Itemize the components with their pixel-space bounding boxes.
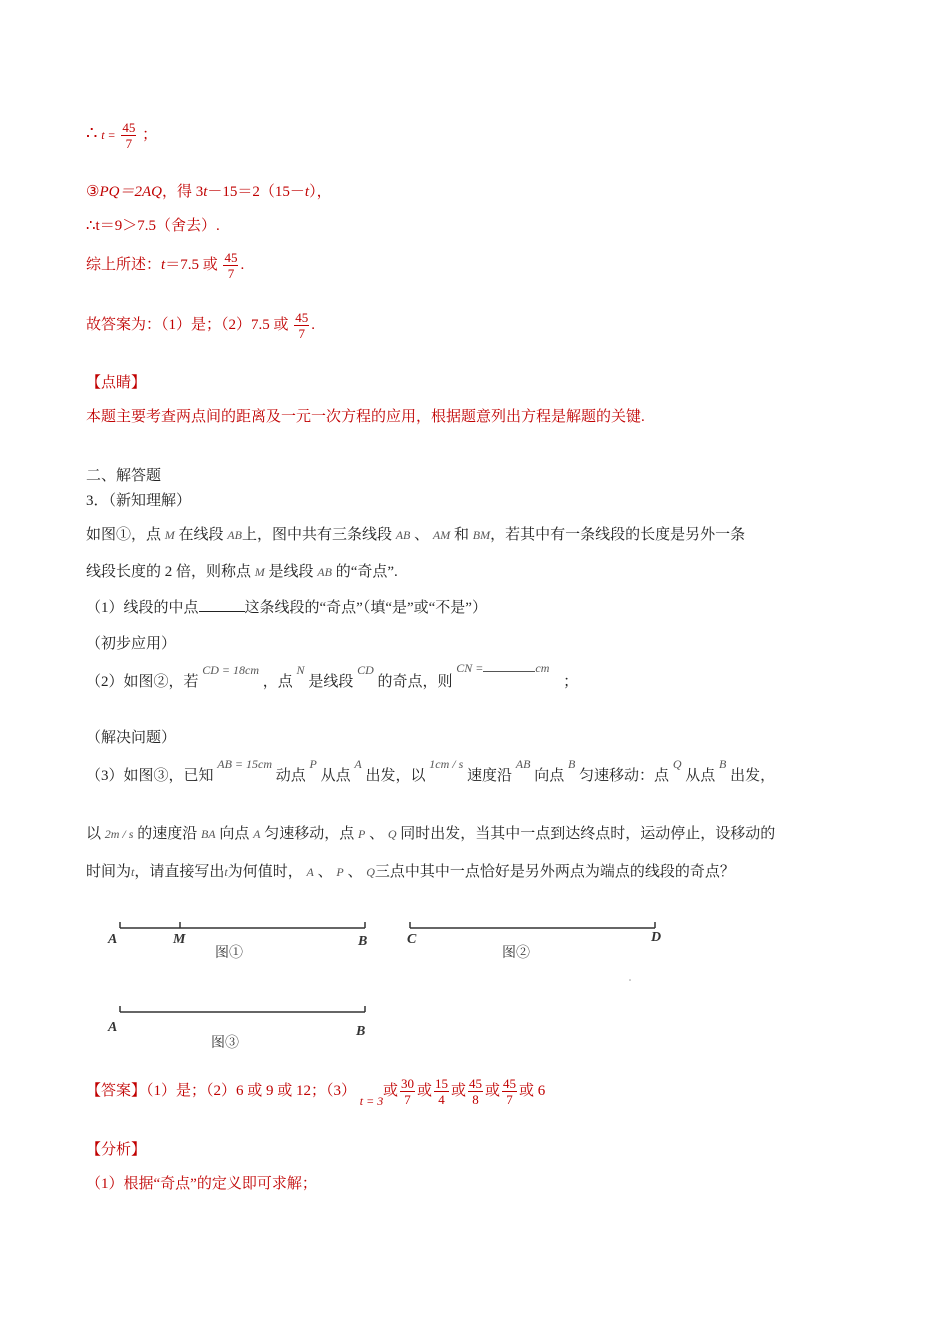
question-part-3-line-3: 时间为t，请直接写出t为何值时， A 、 P 、 Q三点中其中一点恰好是另外两点为端点的线段的奇点？ (86, 864, 735, 880)
caption-fig3: 图③ (211, 1034, 239, 1050)
fraction-45-7: $\frac{45}{7}$ (295, 310, 309, 341)
figure-2 (410, 922, 655, 928)
cn-expression: CN = cm (456, 660, 549, 676)
question-part-3-line-2: 以 2m / s 的速度沿 BA 向点 A 匀速移动，点 P 、 Q 同时出发，当其中一点到达终点时，运动停止，设移动的 (86, 826, 776, 842)
comment-text: 本题主要考查两点间的距离及一元一次方程的应用，根据题意列出方程是解题的关键. (86, 409, 645, 425)
label-a-fig3: A (108, 1020, 118, 1035)
caption-fig1: 图① (215, 944, 243, 960)
caption-fig2: 图② (502, 944, 530, 960)
fraction-15-4: $\frac{15}{4}$ (435, 1076, 448, 1107)
prev-line-3: ∴t＝9＞7.5（舍去）. (86, 218, 220, 234)
prev-line-5: 故答案为：（1）是；（2）7.5 或 $\frac{45}{7}$ . (86, 310, 316, 341)
question-number: 3．（新知理解） (86, 493, 192, 509)
therefore-symbol: ∴ (86, 122, 98, 143)
question-part-2: （2）如图②，若 $^{CD = 18cm}$ ，点 $^N$ 是线段 $^{CD}$ 的奇点，则 CN = cm ； (86, 670, 578, 700)
prev-line-2: ③PQ＝2AQ，得 3t－15＝2（15－t）， (86, 184, 332, 200)
figure-3 (120, 1006, 365, 1012)
figure-1 (120, 922, 365, 928)
comment-title: 【点睛】 (86, 375, 147, 391)
label-m-fig1: M (173, 932, 186, 947)
fill-in-blank[interactable] (199, 597, 245, 612)
fill-in-blank-cn[interactable] (483, 657, 535, 672)
section-title: 二、解答题 (86, 468, 162, 484)
heading-preliminary: （初步应用） (86, 636, 177, 652)
stray-dot (629, 979, 631, 981)
prev-line-1: ∴ t = $\frac{45}{7}$ ； (86, 120, 158, 151)
analysis-title: 【分析】 (86, 1142, 147, 1158)
question-paragraph-1: 如图①，点 M 在线段 AB上，图中共有三条线段 AB 、 AM 和 BM，若其中有一条线段的长度是另外一条 (86, 527, 746, 543)
label-c-fig2: C (407, 932, 417, 947)
label-b-fig3: B (356, 1024, 366, 1039)
label-d-fig2: D (651, 930, 662, 945)
variable-t: t = (101, 127, 116, 142)
question-part-3-line-1: （3）如图③，已知 $^{AB = 15cm}$ 动点 $^P$ 从点 $^A$ 出发，以 $^{1cm / s}$ 速度沿 $^{AB}$ 向点 $^B$ 匀速移动：点 $^Q$ 从点 $^B$ 出发， (86, 757, 776, 784)
prev-line-4: 综上所述：t＝7.5 或 $\frac{45}{7}$ . (86, 250, 245, 281)
heading-solve: （解决问题） (86, 730, 177, 746)
fraction-45-7: $\frac{45}{7}$ (503, 1076, 517, 1107)
answer-title: 【答案】 (86, 1082, 147, 1099)
fraction-45-7: $\frac{45}{7}$ (122, 120, 136, 151)
analysis-text: （1）根据“奇点”的定义即可求解； (86, 1176, 317, 1192)
question-part-1: （1）线段的中点 这条线段的“奇点”（填“是”或“不是”） (86, 596, 487, 617)
fraction-45-8: $\frac{45}{8}$ (469, 1076, 483, 1107)
fraction-30-7: $\frac{30}{7}$ (400, 1076, 414, 1107)
fraction-45-7: $\frac{45}{7}$ (224, 250, 238, 281)
label-a-fig1: A (108, 932, 118, 947)
label-b-fig1: B (358, 934, 368, 949)
answer-line: 【答案】（1）是；（2）6 或 9 或 12；（3） $_{t = 3}$ 或 $\frac{30}{7}$ 或 $\frac{15}{4}$ 或 $\frac{45}{8}$ 或 $\frac{45}{7}$ 或 6 (86, 1076, 546, 1108)
figures-diagram (100, 910, 680, 1060)
question-paragraph-2: 线段长度的 2 倍，则称点 M 是线段 AB 的“奇点”. (86, 564, 398, 580)
